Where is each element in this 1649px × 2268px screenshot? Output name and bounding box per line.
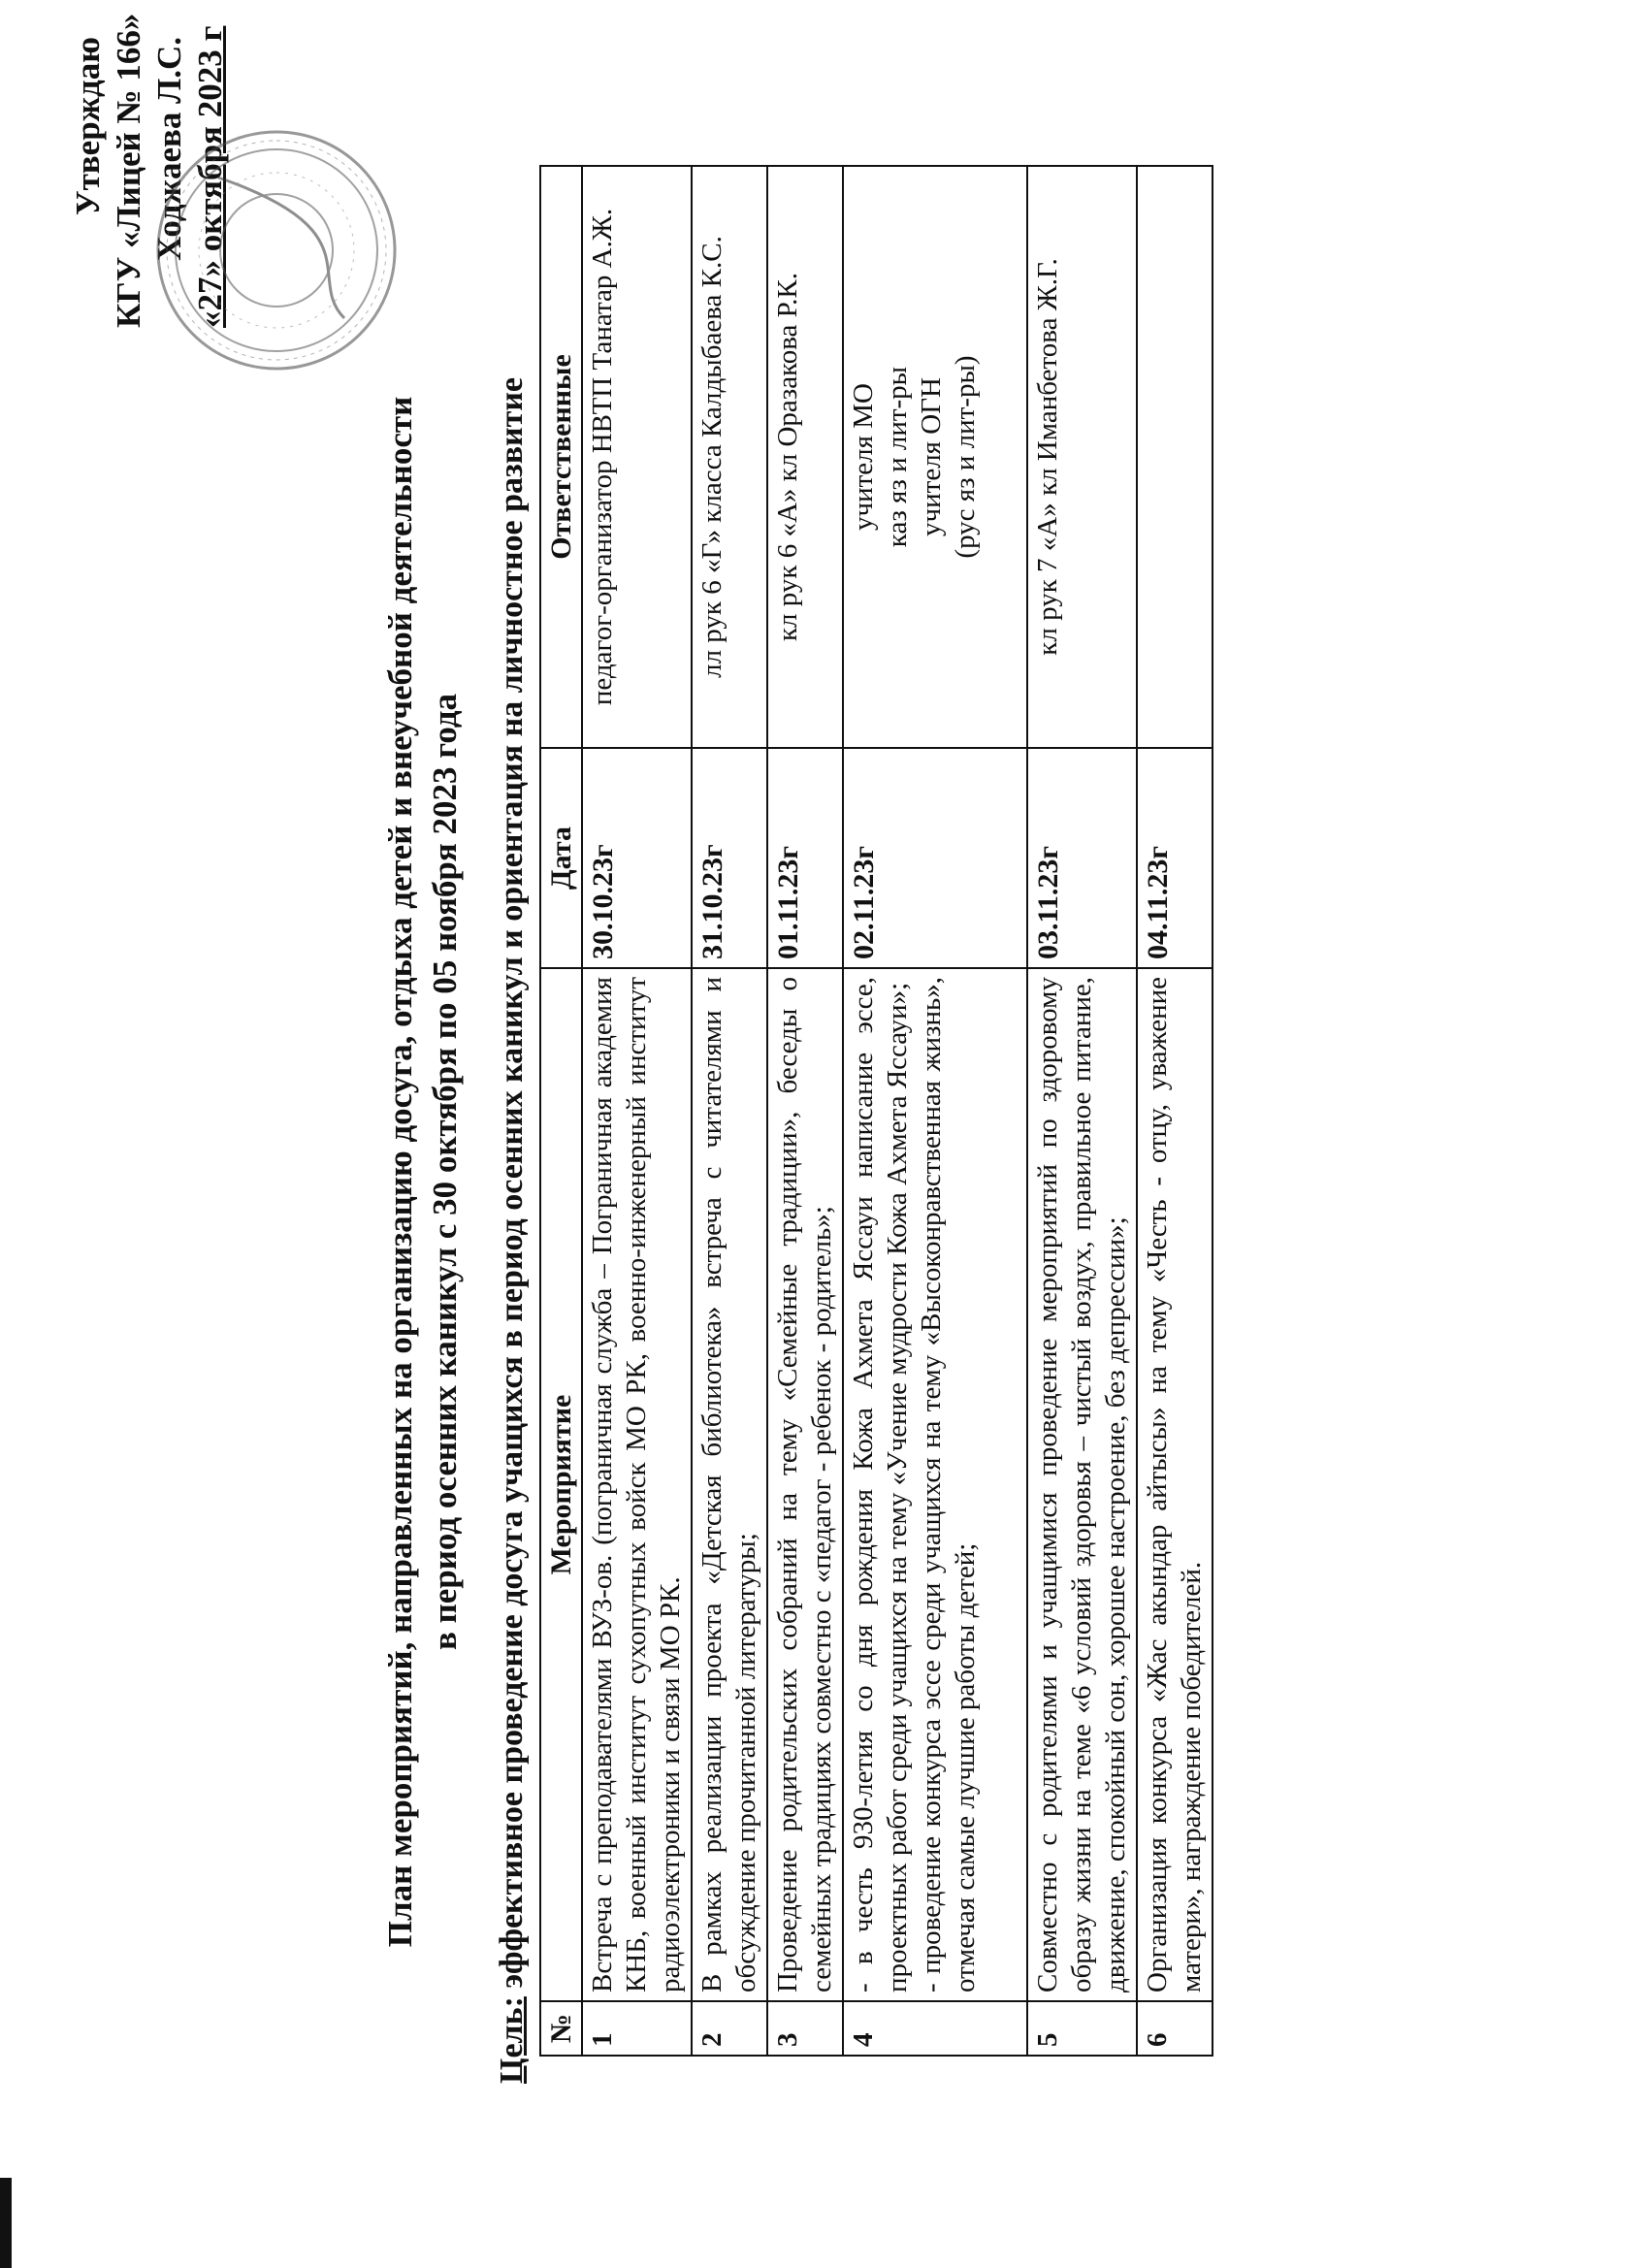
row-event (843, 968, 1027, 2001)
event-text: Встреча с преподавателями ВУЗ-ов. (пограничная служба – Пограничная академия КНБ, военный институт сухопутных войск МО РК, военно-инженерный институт радиоэлектроники и связи МО РК. (587, 977, 686, 1993)
header-date: Дата (540, 748, 582, 968)
responsible-text: (рус яз и лит-ры) (950, 355, 981, 559)
row-num: 1 (582, 2001, 692, 2056)
table-row (767, 166, 843, 2056)
row-num: 2 (692, 2001, 767, 2056)
event-text: Проведение родительских собраний на тему «Семейные традиции», беседы о семейных традициях совместно с «педагог - ребенок - родитель»; (772, 977, 837, 1993)
round-seal-stamp (150, 124, 403, 376)
table-row (692, 166, 767, 2056)
header-num: № (540, 2001, 582, 2056)
goal-text: эффективное проведение досуга учащихся в период осенних каникул и ориентация на личностное развитие (494, 376, 530, 1989)
approval-line-4: «27» октября 2023 г (191, 25, 229, 328)
title-line-1: План мероприятий, направленных на организацию досуга, отдыха детей и внеучебной деятельности (381, 396, 419, 1948)
responsible-text: педагог-организатор НВТП Танатар А.Ж. (587, 208, 618, 706)
row-num: 5 (1027, 2001, 1137, 2056)
header-responsible: Ответственные (540, 166, 582, 748)
row-date: 02.11.23г (843, 748, 1027, 968)
goal-statement (493, 241, 532, 2084)
row-event (1137, 968, 1212, 2001)
row-date: 30.10.23г (582, 748, 692, 968)
document-title (378, 250, 468, 2093)
responsible-text: лл рук 6 «Г» класса Калдыбаева К.С. (696, 236, 728, 678)
row-event (582, 968, 692, 2001)
responsible-text: учителя ОГН (916, 377, 947, 536)
row-responsible (767, 166, 843, 748)
responsible-text: каз яз и лит-ры (882, 366, 913, 548)
responsible-text: кл рук 7 «А» кл Иманбетова Ж.Г. (1032, 258, 1063, 656)
row-date: 31.10.23г (692, 748, 767, 968)
event-text: Организация конкурса «Жас акындар айтысы» на тему «Честь - отцу, уважение матери», награждение победителей. (1142, 977, 1207, 1993)
responsible-text: кл рук 6 «А» кл Оразакова Р.К. (772, 272, 803, 642)
row-date: 04.11.23г (1137, 748, 1212, 968)
approval-line-3: Ходжаева Л.С. (150, 37, 188, 261)
table-header-row (540, 166, 582, 2056)
event-text: Совместно с родителями и учащимися проведение мероприятий по здоровому образу жизни на теме «6 условий здоровья – чистый воздух, правильное питание, движение, спокойный сон, хорошее настроение, без депрессии»; (1032, 977, 1131, 1993)
table-row (843, 166, 1027, 2056)
row-num: 6 (1137, 2001, 1212, 2056)
row-date: 01.11.23г (767, 748, 843, 968)
row-event (692, 968, 767, 2001)
event-text: - проведение конкурса эссе среди учащихся на тему «Высоконравственная жизнь», отмечая самые лучшие работы детей; (916, 977, 981, 1993)
event-text: - в честь 930-летия со дня рождения Кожа Ахмета Яссауи написание эссе, проектных работ среди учащихся на тему «Учение мудрости Кожа Ахмета Яссауи»; (848, 977, 913, 1993)
approval-line-1: Утверждаю (69, 37, 107, 216)
row-responsible (843, 166, 1027, 748)
row-date: 03.11.23г (1027, 748, 1137, 968)
row-responsible (1137, 166, 1212, 748)
event-text: В рамках реализации проекта «Детская библиотека» встреча с читателями и обсуждение прочитанной литературы; (696, 977, 761, 1993)
table-row (1027, 166, 1137, 2056)
row-responsible (1027, 166, 1137, 748)
header-event: Мероприятие (540, 968, 582, 2001)
responsible-text: учителя МО (848, 383, 879, 531)
goal-label: Цель: (494, 1996, 530, 2084)
row-num: 3 (767, 2001, 843, 2056)
row-responsible (582, 166, 692, 748)
row-event (1027, 968, 1137, 2001)
title-line-2: в период осенних каникул с 30 октября по 05 ноября 2023 года (426, 693, 464, 1651)
approval-line-2: КГУ «Лицей № 166» (110, 13, 147, 328)
row-num: 4 (843, 2001, 1027, 2056)
row-event (767, 968, 843, 2001)
events-table (539, 165, 1213, 2057)
table-row (582, 166, 692, 2056)
table-row (1137, 166, 1212, 2056)
row-responsible (692, 166, 767, 748)
